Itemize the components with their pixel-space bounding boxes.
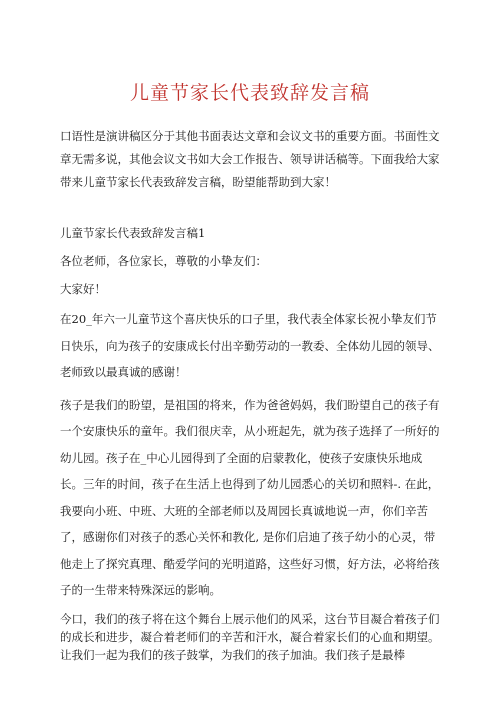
intro-paragraph: 口语性是演讲稿区分于其他书面表达文章和会议文书的重要方面。书面性文章无需多说，其他会议文书如大会工作报告、领导讲话稿等。下面我给大家带来儿童节家长代表致辞发言稿，盼望能帮助到大家！ bbox=[60, 129, 440, 189]
section-heading: 儿童节家长代表致辞发言稿1 bbox=[60, 226, 206, 240]
body-paragraph-2: 孩子是我们的盼望，是祖国的将来，作为爸爸妈妈，我们盼望自己的孩子有一个安康快乐的童年。我们很庆幸，从小班起先，就为孩子选择了一所好的幼儿园。孩子在_中心儿园得到了全面的启蒙教化，使孩子安康快乐地成长。三年的时间，孩子在生活上也得到了幼儿园悉心的关切和照料-. 在此，我要向小班、中班、大班的全部老师以及周园长真诚地说一声，你们辛苦了，感谢你们对孩子的悉心关怀和教化, 是你们启迪了孩子幼小的心灵，带他走上了探究真理、酷爱学问的光明道路，这些好习惯，好方法，必将给孩子的一生带来特殊深远的影响。 bbox=[60, 397, 440, 597]
salutation: 各位老师，各位家长，尊敬的小挚友们： bbox=[60, 254, 267, 268]
body-paragraph-1: 在20_年六一儿童节这个喜庆快乐的口子里，我代表全体家长祝小挚友们节日快乐，向为孩子的安康成长付出辛勤劳动的一教委、全体幼儿园的领导、老师致以最真诚的感谢！ bbox=[60, 312, 440, 379]
greeting: 大家好！ bbox=[60, 282, 106, 296]
document-title: 儿童节家长代表致辞发言稿 bbox=[129, 82, 370, 104]
body-paragraph-3: 今口，我们的孩子将在这个舞台上展示他们的风采，这台节目凝合着孩子们的成长和进步，凝合着老师们的辛苦和汗水，凝合着家长们的心血和期望。让我们一起为我们的孩子鼓掌，为我们的孩子加油。我们孩子是最棒 bbox=[60, 611, 440, 662]
